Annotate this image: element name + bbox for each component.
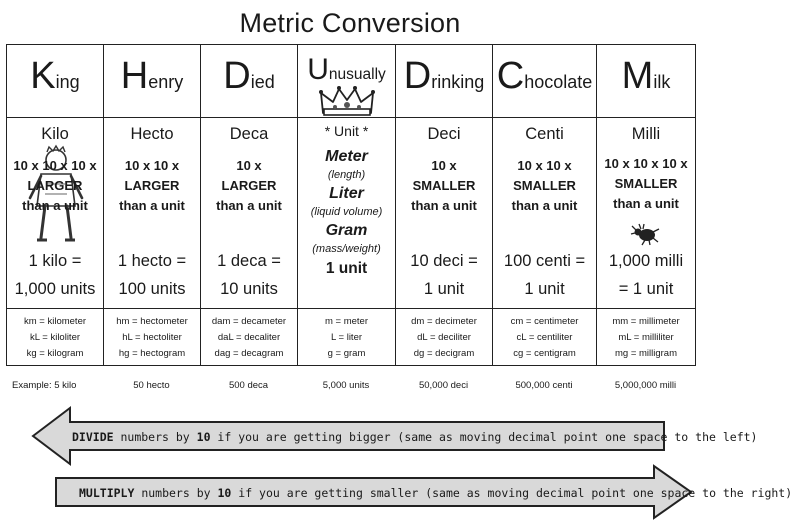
abbreviations-kilo: km = kilometer kL = kiloliter kg = kilogram [7,309,104,366]
bug-icon [631,222,661,246]
prefix-name: Milli [631,125,661,143]
divide-instruction: DIVIDE numbers by 10 if you are getting bigger (same as moving decimal point one space to the left) [72,430,758,444]
example-deca: 500 deca [228,379,269,391]
multiplier-text: 10 x LARGER than a unit [216,158,282,213]
abbreviations-deci: dm = decimeter dL = deciliter dg = decigram [396,309,493,366]
equivalence-line-2: 100 units [118,280,186,298]
column-unit [298,118,396,309]
prefix-name: Hecto [130,125,174,143]
equivalence-line-1: 1 hecto = [117,252,187,270]
abbreviations-centi: cm = centimeter cL = centiliter cg = centigram [493,309,597,366]
equivalence-line-2: 1,000 units [14,280,96,298]
crown-icon [317,85,377,117]
prefix-name: Kilo [41,125,69,143]
page-title: Metric Conversion [239,8,461,38]
column-centi [493,118,597,309]
one-unit: 1 unit [325,260,368,277]
equivalence-line-2: 1 unit [524,280,565,298]
unit-gram-desc: (mass/weight) [312,243,381,255]
column-milli [597,118,696,309]
example-milli: 5,000,000 milli [614,379,677,391]
conversion-table [6,44,696,366]
multiplier-text: 10 x 10 x 10 x LARGER than a unit [13,158,97,213]
mnemonic-drinking: Drinking [396,45,493,118]
abbreviations-unit: m = meter L = liter g = gram [298,309,396,366]
example-kilo: Example: 5 kilo [12,379,77,391]
abbreviations-milli: mm = millimeter mL = milliliter mg = milligram [597,309,696,366]
equivalence-line-2: 1 unit [423,280,465,298]
mnemonic-milk: Milk [597,45,696,118]
equivalence-line-2: = 1 unit [618,280,674,298]
multiply-instruction: MULTIPLY numbers by 10 if you are getting smaller (same as moving decimal point one space to the right) [79,486,792,500]
abbreviations-hecto: hm = hectometer hL = hectoliter hg = hectogram [104,309,201,366]
mnemonic-henry: Henry [104,45,201,118]
mnemonic-chocolate: Chocolate [493,45,597,118]
abbreviations-deca: dam = decameter daL = decaliter dag = decagram [201,309,298,366]
column-deca [201,118,298,309]
equivalence-line-1: 1,000 milli [608,252,684,270]
column-hecto [104,118,201,309]
unit-meter: Meter [325,148,368,165]
mnemonic-died: Died [201,45,298,118]
multiplier-text: 10 x 10 x SMALLER than a unit [511,158,578,213]
prefix-name: Centi [525,125,564,143]
example-centi: 500,000 centi [515,379,573,391]
column-kilo [7,118,104,309]
multiplier-text: 10 x SMALLER than a unit [411,158,477,213]
mnemonic-unusually: Unusually [298,45,396,118]
multiplier-text: 10 x 10 x LARGER than a unit [119,158,185,213]
unit-gram: Gram [325,222,368,239]
equivalence-line-1: 1 deca = [217,252,281,270]
examples-row [6,377,695,393]
equivalence-line-1: 100 centi = [503,252,586,270]
unit-liter-desc: (liquid volume) [310,206,383,218]
multiplier-text: 10 x 10 x 10 x SMALLER than a unit [604,156,688,211]
unit-title: * Unit * [324,123,369,139]
equivalence-line-1: 10 deci = [410,252,478,270]
column-deci [396,118,493,309]
example-hecto: 50 hecto [133,379,170,391]
equivalence-line-1: 1 kilo = [28,252,82,270]
example-deci: 50,000 deci [418,379,469,391]
example-unit: 5,000 units [322,379,370,391]
prefix-name: Deca [229,125,269,143]
unit-meter-desc: (length) [327,169,366,181]
unit-liter: Liter [329,185,364,202]
prefix-name: Deci [427,125,461,143]
mnemonic-king: King [7,45,104,118]
equivalence-line-2: 10 units [220,280,278,298]
